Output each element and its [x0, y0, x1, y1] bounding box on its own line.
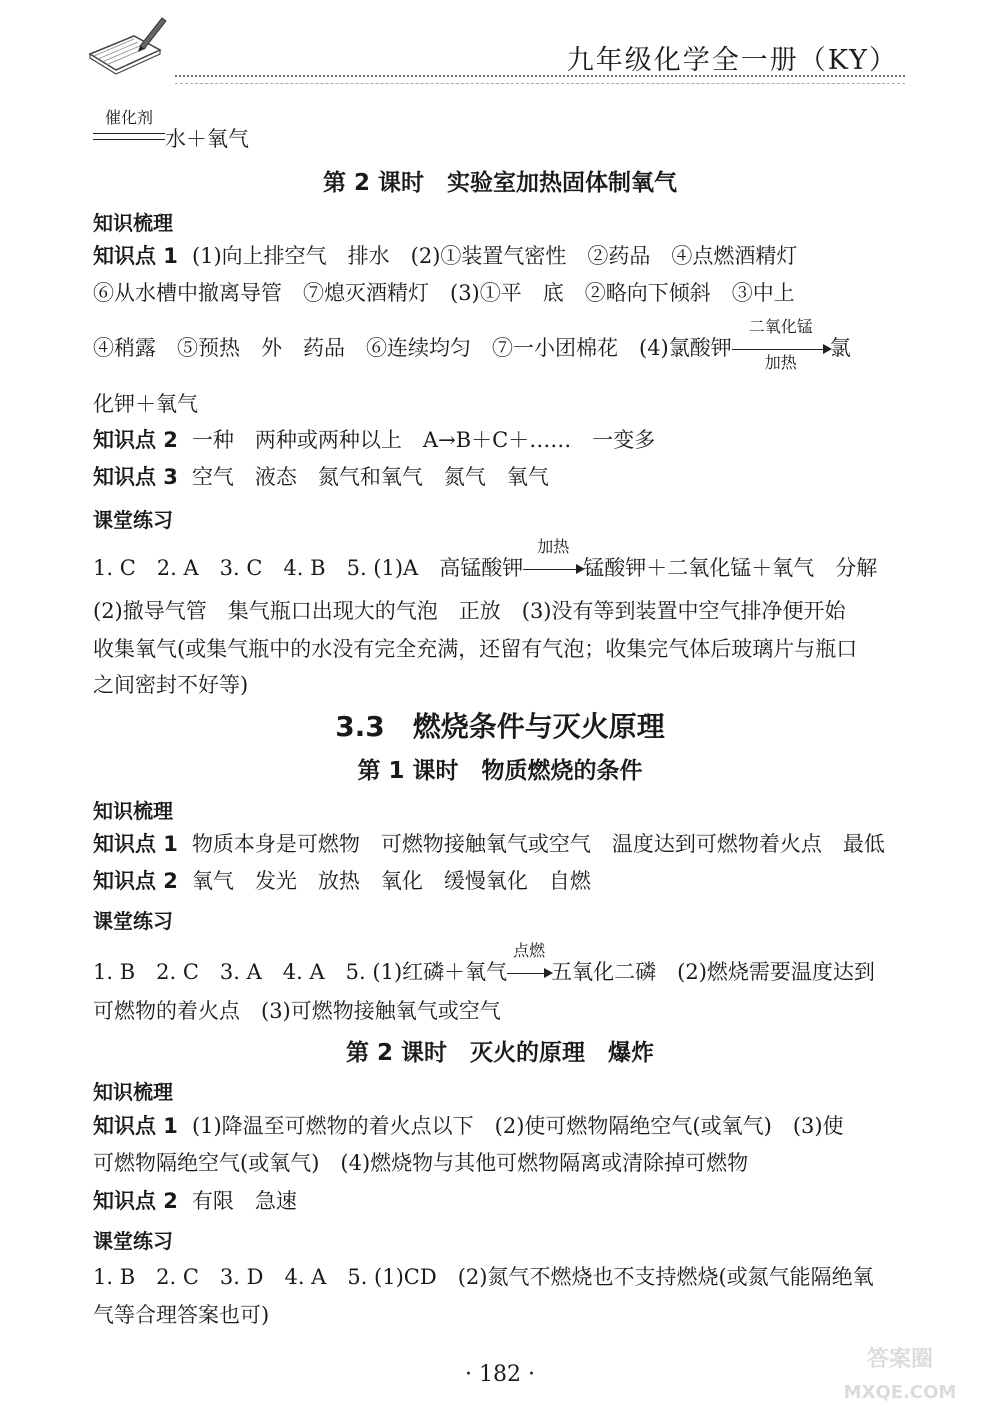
knowledge-point: 知识点 2 一种 两种或两种以上 A→B＋C＋…… 一变多: [93, 428, 656, 452]
notebook-pen-icon: [82, 14, 172, 76]
knowledge-point: 知识点 1 (1)向上排空气 排水 (2)①装置气密性 ②药品 ④点燃酒精灯: [93, 244, 798, 268]
section-heading: 知识梳理: [93, 211, 173, 235]
knowledge-point: 知识点 1 (1)降温至可燃物的着火点以下 (2)使可燃物隔绝空气(或氧气) (3)使: [93, 1114, 844, 1138]
text-line: ④稍露 ⑤预热 外 药品 ⑥连续均匀 ⑦一小团棉花 (4)氯酸钾 二氧化锰 加热 氯: [93, 317, 851, 372]
reaction-condition: 加热: [523, 553, 583, 583]
section-heading: 课堂练习: [93, 909, 173, 933]
header-title: 九年级化学全一册（KY）: [566, 45, 898, 76]
section-heading: 课堂练习: [93, 1229, 173, 1253]
exercise-line: 1. B 2. C 3. D 4. A 5. (1)CD (2)氮气不燃烧也不支持燃烧(或氮气能隔绝氧: [93, 1265, 874, 1289]
section-heading: 知识梳理: [93, 1080, 173, 1104]
reaction-condition: 点燃: [507, 957, 551, 987]
knowledge-point: 知识点 2 有限 急速: [93, 1189, 297, 1213]
section-heading: 课堂练习: [93, 508, 173, 532]
watermark-line2: MXQE.COM: [843, 1382, 957, 1403]
reaction-condition: 催化剂: [93, 124, 165, 154]
reaction-condition: 二氧化锰 加热: [732, 333, 830, 363]
knowledge-point: 知识点 2 氧气 发光 放热 氧化 缓慢氧化 自燃: [93, 869, 591, 893]
knowledge-point: 知识点 3 空气 液态 氮气和氧气 氮气 氧气: [93, 465, 549, 489]
top-equation-line: 催化剂 水＋氧气: [93, 124, 920, 154]
exercise-line: 1. C 2. A 3. C 4. B 5. (1)A 高锰酸钾 加热 锰酸钾＋二氧化锰＋氧气 分解: [93, 553, 920, 583]
exercise-line: 1. B 2. C 3. A 4. A 5. (1)红磷＋氧气 点燃 五氧化二磷 (2)燃烧需要温度达到: [93, 957, 920, 987]
header-divider: [175, 75, 905, 84]
exercise-line: 可燃物的着火点 (3)可燃物接触氧气或空气: [93, 999, 501, 1023]
lesson-title: 第 2 课时 灭火的原理 爆炸: [345, 1040, 655, 1066]
page-number: · 182 ·: [465, 1362, 535, 1387]
lesson-title: 第 1 课时 物质燃烧的条件: [357, 758, 643, 784]
text-line: ⑥从水槽中撤离导管 ⑦熄灭酒精灯 (3)①平 底 ②略向下倾斜 ③中上: [93, 281, 795, 305]
exercise-line: (2)撤导气管 集气瓶口出现大的气泡 正放 (3)没有等到装置中空气排净便开始: [93, 599, 846, 623]
knowledge-point: 知识点 1 物质本身是可燃物 可燃物接触氧气或空气 温度达到可燃物着火点 最低: [93, 832, 885, 856]
exercise-line: 收集氧气(或集气瓶中的水没有完全充满，还留有气泡；收集完气体后玻璃片与瓶口: [93, 637, 858, 661]
exercise-line: 之间密封不好等): [93, 673, 249, 697]
watermark-line1: 答案圈: [866, 1347, 934, 1372]
exercise-line: 气等合理答案也可): [93, 1303, 270, 1327]
text-line: 可燃物隔绝空气(或氧气) (4)燃烧物与其他可燃物隔离或清除掉可燃物: [93, 1151, 749, 1175]
text-line: 化钾＋氧气: [93, 392, 198, 416]
lesson-title: 第 2 课时 实验室加热固体制氧气: [322, 170, 678, 196]
section-title: 3.3 燃烧条件与灭火原理: [335, 710, 665, 743]
watermark-logo: [820, 1330, 980, 1410]
section-heading: 知识梳理: [93, 799, 173, 823]
